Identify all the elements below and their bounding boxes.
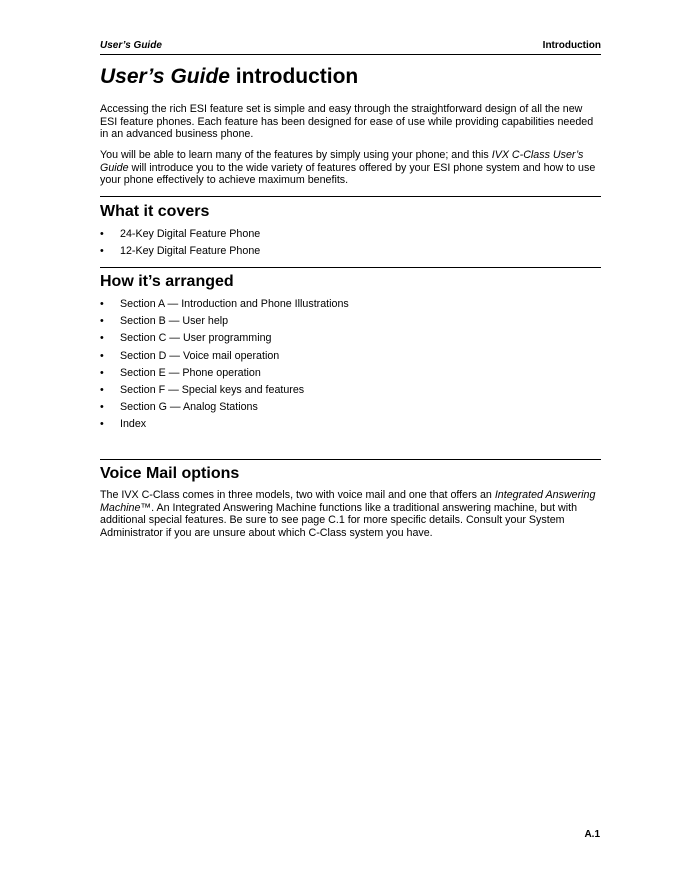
list-item-text: 12-Key Digital Feature Phone [120,245,261,258]
header-left: User’s Guide [100,40,162,51]
section-heading-covers: What it covers [100,203,210,220]
page-title [100,65,358,89]
list-item [100,401,601,418]
list-item-text: Section B — User help [120,315,229,328]
voicemail-paragraph [100,489,601,539]
list-item-text: Section G — Analog Stations [120,401,258,414]
bullet: • [100,366,104,379]
section-heading-voicemail: Voice Mail options [100,465,240,482]
list-item [100,332,601,349]
list-item [100,384,601,401]
divider-arranged [100,267,601,268]
list-item-text: Section C — User programming [120,332,272,345]
section-heading-arranged: How it’s arranged [100,273,234,290]
list-item [100,418,601,435]
covers-list [100,228,601,262]
list-item-text: 24-Key Digital Feature Phone [120,228,261,240]
list-item-text: Section F — Special keys and features [120,383,305,396]
list-item-text: Section D — Voice mail operation [120,349,280,362]
bullet: • [100,315,104,328]
page-number: A.1 [584,829,600,840]
title-rest: introduction [229,65,359,88]
divider-voicemail [100,459,601,460]
arranged-list [100,298,601,436]
title-italic: User’s Guide [100,65,230,88]
running-header [100,40,601,55]
list-item [100,315,601,332]
voicemail-text-b: ™. An Integrated Answering Machine functions like a traditional answering machine, but with additional special features. Be sure to see page C.1 for more specific details. Consult your System Administrator if you are unsure about which C-Class system you have. [100,501,578,539]
list-item [100,245,601,262]
bullet: • [100,383,104,396]
list-item [100,367,601,384]
list-item-text: Section A — Introduction and Phone Illustrations [120,298,349,310]
list-item [100,350,601,367]
bullet: • [100,332,104,345]
bullet: • [100,245,104,258]
list-item-text: Index [120,418,147,431]
header-right: Introduction [542,40,601,51]
intro-p2-text-a: You will be able to learn many of the features by simply using your phone; and this [100,149,492,161]
list-item [100,298,601,315]
intro-p2-italic: IVX C-Class User’s Guide [100,149,584,174]
voicemail-italic: Integrated Answering Machine [100,489,596,514]
intro-p2-text-b: will introduce you to the wide variety of features offered by your ESI phone system and how to use your phone effectively to achieve maximum benefits. [100,161,596,186]
bullet: • [100,298,104,310]
bullet: • [100,401,104,414]
list-item-text: Section E — Phone operation [120,366,261,379]
intro-paragraph-2 [100,149,601,187]
voicemail-text-a: The IVX C-Class comes in three models, two with voice mail and one that offers an [100,489,495,501]
bullet: • [100,418,104,431]
list-item [100,228,601,245]
intro-paragraph-1: Accessing the rich ESI feature set is simple and easy through the straightforward design of all the new ESI feature phones. Each feature has been designed for ease of use while providing capabilities needed in an advanced business phone. [100,103,594,140]
divider-covers [100,196,601,197]
bullet: • [100,228,104,240]
bullet: • [100,349,104,362]
